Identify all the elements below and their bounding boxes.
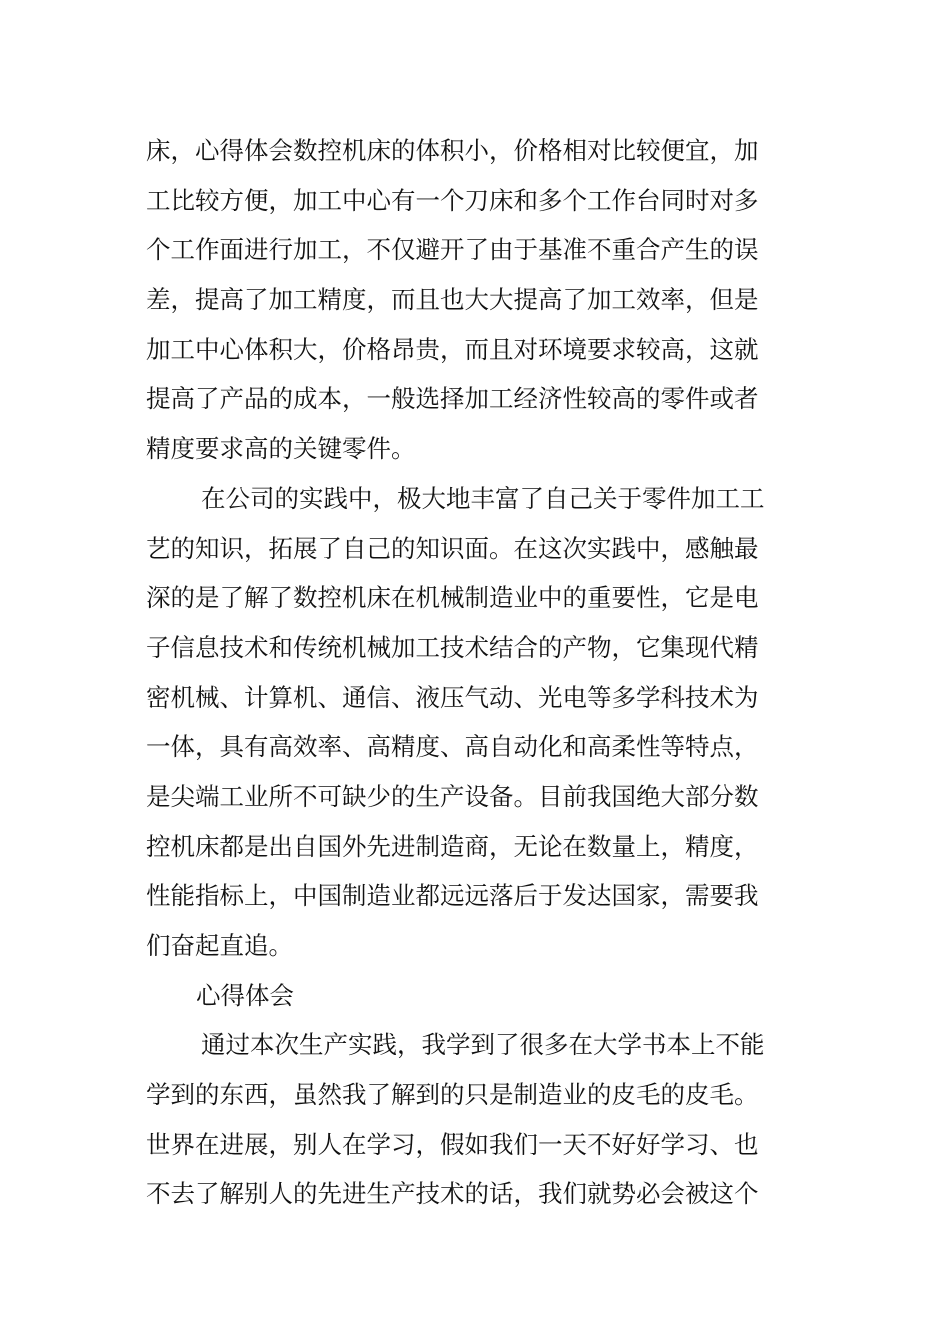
body-text [146, 126, 826, 1219]
text-line: 世界在进展，别人在学习，假如我们一天不好好学习、也 [146, 1129, 759, 1159]
text-line: 是尖端工业所不可缺少的生产设备。目前我国绝大部分数 [146, 781, 759, 811]
text-line: 性能指标上，中国制造业都远远落后于发达国家，需要我 [146, 881, 759, 911]
text-line: 控机床都是出自国外先进制造商，无论在数量上，精度， [146, 831, 759, 861]
paragraph-first-line: 在公司的实践中，极大地丰富了自己关于零件加工工 [201, 483, 765, 513]
text-line: 一体，具有高效率、高精度、高自动化和高柔性等特点， [146, 732, 759, 762]
text-line: 艺的知识，拓展了自己的知识面。在这次实践中，感触最 [146, 533, 759, 563]
text-line: 子信息技术和传统机械加工技术结合的产物，它集现代精 [146, 632, 759, 662]
text-line: 精度要求高的关键零件。 [146, 434, 416, 464]
text-line: 不去了解别人的先进生产技术的话，我们就势必会被这个 [146, 1179, 759, 1209]
section-heading: 心得体会 [196, 980, 294, 1010]
text-line: 深的是了解了数控机床在机械制造业中的重要性，它是电 [146, 583, 759, 613]
text-line: 加工中心体积大，价格昂贵，而且对环境要求较高，这就 [146, 334, 759, 364]
text-line: 密机械、计算机、通信、液压气动、光电等多学科技术为 [146, 682, 759, 712]
text-line: 们奋起直追。 [146, 931, 293, 960]
text-line: 个工作面进行加工，不仅避开了由于基准不重合产生的误 [146, 235, 759, 265]
text-line: 床，心得体会数控机床的体积小，价格相对比较便宜，加 [146, 136, 759, 165]
text-line: 学到的东西，虽然我了解到的只是制造业的皮毛的皮毛。 [146, 1080, 759, 1110]
text-line: 提高了产品的成本，一般选择加工经济性较高的零件或者 [146, 384, 759, 414]
text-line: 差，提高了加工精度，而且也大大提高了加工效率，但是 [146, 285, 759, 315]
text-line: 工比较方便，加工中心有一个刀床和多个工作台同时对多 [146, 185, 759, 215]
paragraph-first-line: 通过本次生产实践，我学到了很多在大学书本上不能 [201, 1030, 765, 1060]
